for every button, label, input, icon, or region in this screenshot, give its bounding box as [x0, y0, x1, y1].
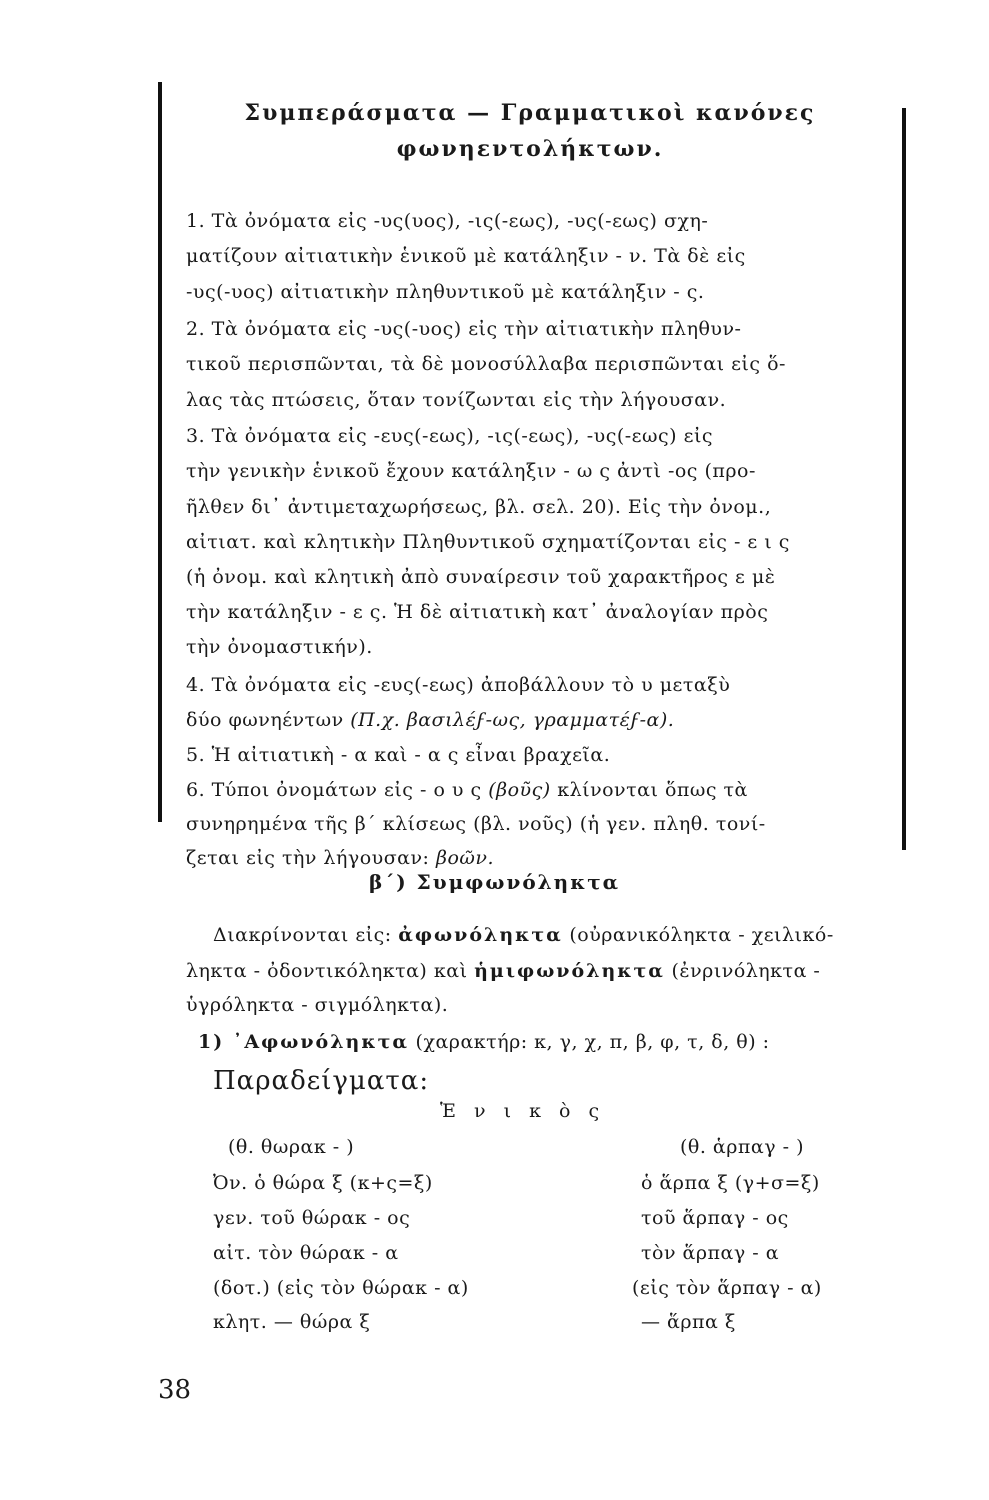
intro-text: Διακρίνονται εἰς:: [213, 924, 392, 946]
rule-line: [186, 779, 886, 801]
rule-line: 1. Τὰ ὀνόματα εἰς -υς(υος), -ις(-εως), -υς(-εως) σχη-: [186, 210, 709, 232]
number-heading: Ἑ ν ι κ ὸ ς: [440, 1100, 606, 1122]
term-imifonolikta: ἡμιφωνόληκτα: [474, 960, 665, 982]
rule-text: δύο φωνηέντων: [186, 709, 344, 731]
rule-example: βοῶν.: [436, 847, 495, 869]
section-heading-cont: φωνηεντολήκτων.: [396, 136, 664, 162]
rule-line: 5. Ἡ αἰτιατικὴ - α καὶ - α ς εἶναι βραχεῖα.: [186, 744, 611, 766]
rule-line: τὴν γενικὴν ἑνικοῦ ἔχουν κατάληξιν - ω ς ἀντὶ -ος (προ-: [186, 460, 756, 482]
rule-line: αἰτιατ. καὶ κλητικὴν Πληθυντικοῦ σχηματίζονται εἰς - ε ι ς: [186, 531, 790, 553]
intro-text: (ἐνρινόληκτα -: [671, 960, 821, 982]
rule-example: (Π.χ. βασιλέϝ-ως, γραμματέϝ-α).: [350, 709, 675, 731]
paradigm-right-cell: ὁ ἅρπα ξ (γ+σ=ξ): [641, 1172, 820, 1194]
subgroup-title: 1) ᾿Αφωνόληκτα: [198, 1031, 409, 1053]
subgroup-desc: (χαρακτήρ: κ, γ, χ, π, β, φ, τ, δ, θ) :: [415, 1031, 770, 1053]
rule-line: τικοῦ περισπῶνται, τὰ δὲ μονοσύλλαβα περισπῶνται εἰς ὅ-: [186, 353, 786, 375]
page-number: 38: [158, 1375, 192, 1405]
intro-line: ὑγρόληκτα - σιγμόληκτα).: [186, 994, 449, 1016]
rule-line: τὴν κατάληξιν - ε ς. Ἡ δὲ αἰτιατικὴ κατ᾿ ἀναλογίαν πρὸς: [186, 601, 769, 623]
rule-line: 4. Τὰ ὀνόματα εἰς -ευς(-εως) ἀποβάλλουν τὸ υ μεταξὺ: [186, 674, 731, 696]
intro-text: (οὐρανικόληκτα - χειλικό-: [569, 924, 834, 946]
section-heading: Συμπεράσματα — Γραμματικοὶ κανόνες: [244, 100, 816, 126]
right-margin-rule: [902, 108, 906, 850]
rule-line: 3. Τὰ ὀνόματα εἰς -ευς(-εως), -ις(-εως), -υς(-εως) εἰς: [186, 425, 714, 447]
intro-text: ληκτα - ὀδοντικόληκτα) καὶ: [186, 960, 468, 982]
paradigm-right-cell: (εἰς τὸν ἅρπαγ - α): [632, 1277, 822, 1299]
rule-line: συνηρημένα τῆς β´ κλίσεως (βλ. νοῦς) (ἡ γεν. πληθ. τονί-: [186, 813, 766, 835]
subsection-heading: β´) Συμφωνόληκτα: [368, 870, 621, 894]
paradigm-left-cell: αἰτ. τὸν θώρακ - α: [213, 1242, 399, 1264]
rule-line: [186, 709, 886, 731]
intro-line: [186, 960, 906, 982]
paradigm-left-cell: (δοτ.) (εἰς τὸν θώρακ - α): [213, 1277, 469, 1299]
rule-text: ζεται εἰς τὴν λήγουσαν:: [186, 847, 430, 869]
left-margin-rule: [158, 82, 162, 822]
paradigm-left-cell: κλητ. — θώρα ξ: [213, 1311, 371, 1333]
paradigm-left-cell: γεν. τοῦ θώρακ - ος: [213, 1207, 411, 1229]
rule-line: τὴν ὀνομαστικήν).: [186, 636, 373, 658]
rule-line: ῆλθεν δι᾿ ἀντιμεταχωρήσεως, βλ. σελ. 20). Εἰς τὴν ὀνομ.,: [186, 496, 772, 518]
rule-text: 6. Τύποι ὀνομάτων εἰς - ο υ ς: [186, 779, 482, 801]
rule-line: λας τὰς πτώσεις, ὅταν τονίζωνται εἰς τὴν λήγουσαν.: [186, 389, 727, 411]
rule-text: κλίνονται ὅπως τὰ: [557, 779, 748, 801]
rule-line: -υς(-υος) αἰτιατικὴν πληθυντικοῦ μὲ κατάληξιν - ς.: [186, 281, 705, 303]
rule-line: ματίζουν αἰτιατικὴν ἑνικοῦ μὲ κατάληξιν - ν. Τὰ δὲ εἰς: [186, 245, 746, 267]
term-afonolikta: ἀφωνόληκτα: [398, 924, 563, 946]
paradigm-left-cell: (θ. θωρακ - ): [228, 1136, 355, 1158]
paradigm-right-cell: τὸν ἅρπαγ - α: [641, 1242, 780, 1264]
subgroup-line: [198, 1031, 918, 1053]
paradigm-right-cell: (θ. ἁρπαγ - ): [680, 1136, 805, 1158]
rule-line: (ἡ ὀνομ. καὶ κλητικὴ ἀπὸ συναίρεσιν τοῦ χαρακτῆρος ε μὲ: [186, 566, 776, 588]
rule-line: 2. Τὰ ὀνόματα εἰς -υς(-υος) εἰς τὴν αἰτιατικὴν πληθυν-: [186, 318, 742, 340]
rule-example: (βοῦς): [488, 779, 551, 801]
intro-line: [213, 924, 933, 946]
paradigm-left-cell: Ὀν. ὁ θώρα ξ (κ+ς=ξ): [213, 1172, 433, 1194]
examples-heading: Παραδείγματα:: [213, 1066, 430, 1096]
paradigm-right-cell: τοῦ ἅρπαγ - ος: [641, 1207, 789, 1229]
rule-line: [186, 847, 886, 869]
paradigm-right-cell: — ἅρπα ξ: [641, 1311, 736, 1333]
